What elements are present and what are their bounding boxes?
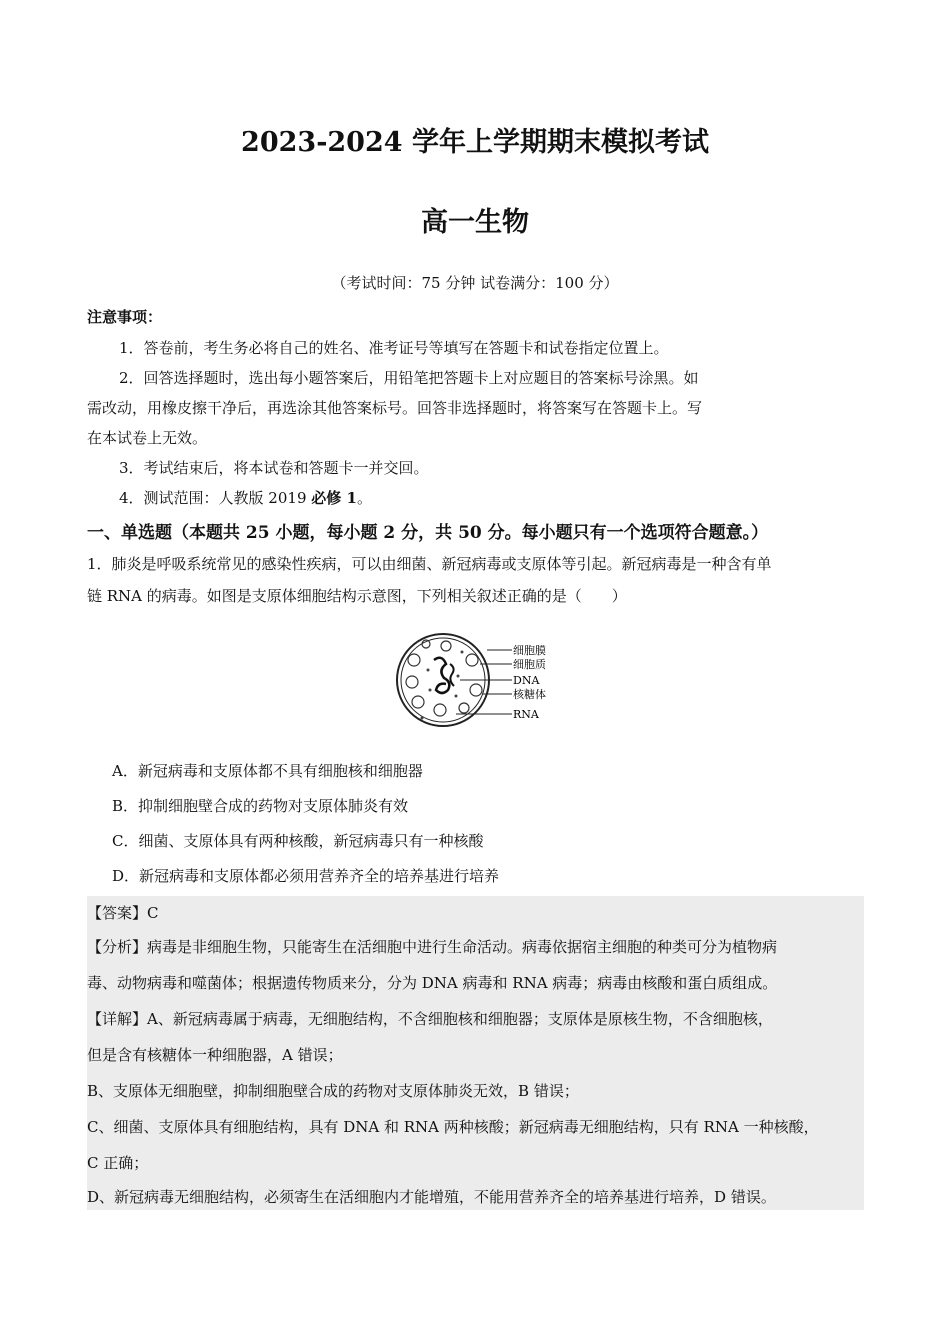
question-1-stem-line-1: 1．肺炎是呼吸系统常见的感染性疾病，可以由细菌、新冠病毒或支原体等引起。新冠病毒是一种含有单	[87, 555, 772, 573]
analysis-line-1: 【分析】病毒是非细胞生物，只能寄生在活细胞中进行生命活动。病毒依据宿主细胞的种类可分为植物病	[87, 938, 778, 956]
question-1-stem-line-2: 链 RNA 的病毒。如图是支原体细胞结构示意图，下列相关叙述正确的是（ ）	[87, 587, 627, 605]
note-item-4: 4．测试范围：人教版 2019 必修 1。	[119, 489, 372, 507]
note-item-2: 2．回答选择题时，选出每小题答案后，用铅笔把答题卡上对应题目的答案标号涂黑。如	[119, 369, 699, 387]
option-a: A．新冠病毒和支原体都不具有细胞核和细胞器	[112, 762, 423, 780]
detail-line-2: 但是含有核糖体一种细胞器，A 错误；	[87, 1046, 343, 1064]
label-ribosome: 核糖体	[513, 688, 546, 701]
scope-bold: 必修 1	[311, 489, 357, 507]
exam-title: 2023-2024 学年上学期期末模拟考试	[241, 127, 709, 158]
option-c: C．细菌、支原体具有两种核酸，新冠病毒只有一种核酸	[112, 832, 484, 850]
exam-info: （考试时间：75 分钟 试卷满分：100 分）	[331, 274, 619, 292]
note-item-3: 3．考试结束后，将本试卷和答题卡一并交回。	[119, 459, 429, 477]
label-cytoplasm: 细胞质	[513, 658, 546, 671]
detail-line-4: C、细菌、支原体具有细胞结构，具有 DNA 和 RNA 两种核酸；新冠病毒无细胞结构，只有 RNA 一种核酸，	[87, 1118, 819, 1136]
detail-line-5: C 正确；	[87, 1154, 149, 1172]
option-d: D．新冠病毒和支原体都必须用营养齐全的培养基进行培养	[112, 867, 500, 885]
analysis-line-2: 毒、动物病毒和噬菌体；根据遗传物质来分，分为 DNA 病毒和 RNA 病毒；病毒由核酸和蛋白质组成。	[87, 974, 778, 992]
note-item-1: 1．答卷前，考生务必将自己的姓名、准考证号等填写在答题卡和试卷指定位置上。	[119, 339, 669, 357]
answer-value: C	[147, 904, 159, 922]
option-b: B．抑制细胞壁合成的药物对支原体肺炎有效	[112, 797, 409, 815]
note-item-2-cont: 需改动，用橡皮擦干净后，再选涂其他答案标号。回答非选择题时，将答案写在答题卡上。写	[87, 399, 703, 417]
subject-title: 高一生物	[421, 207, 529, 238]
label-rna: RNA	[513, 708, 539, 721]
detail-line-3: B、支原体无细胞壁，抑制细胞壁合成的药物对支原体肺炎无效，B 错误；	[87, 1082, 579, 1100]
answer-line: 【答案】C	[87, 904, 159, 922]
question-1-stem	[87, 548, 867, 612]
mycoplasma-diagram	[390, 630, 550, 730]
notes-heading: 注意事项：	[87, 308, 163, 326]
label-cell-membrane: 细胞膜	[513, 644, 546, 657]
detail-line-6: D、新冠病毒无细胞结构，必须寄生在活细胞内才能增殖，不能用营养齐全的培养基进行培养，D 错误。	[87, 1188, 776, 1206]
label-dna: DNA	[513, 674, 540, 687]
note-item-2-end: 在本试卷上无效。	[87, 429, 208, 447]
section-heading: 一、单选题（本题共 25 小题，每小题 2 分，共 50 分。每小题只有一个选项符合题意。）	[87, 523, 769, 543]
detail-line-1: 【详解】A、新冠病毒属于病毒，无细胞结构，不含细胞核和细胞器；支原体是原核生物，不含细胞核，	[87, 1010, 773, 1028]
